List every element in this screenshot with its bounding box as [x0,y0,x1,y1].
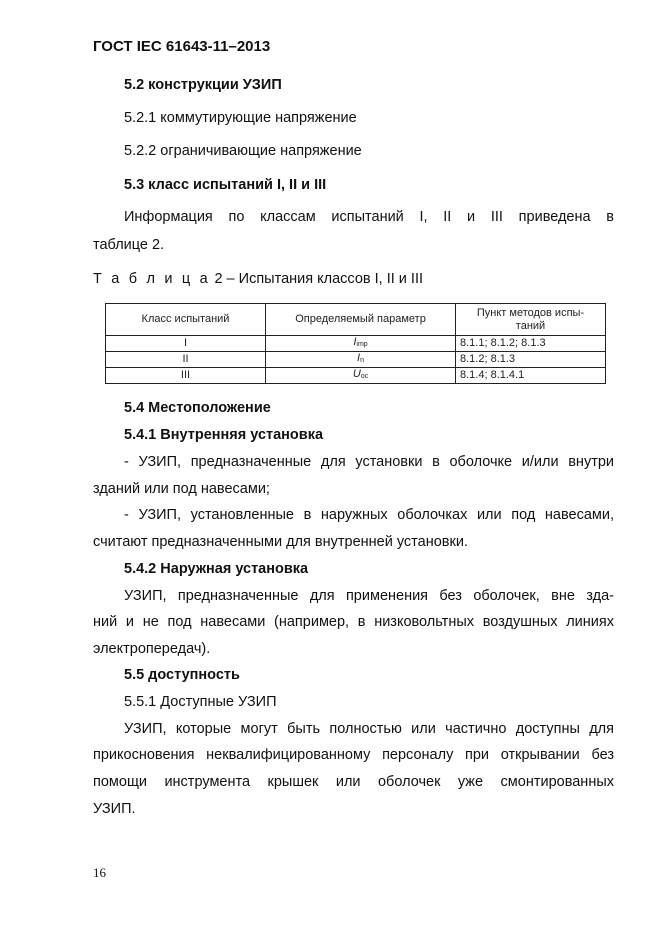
paragraph-line: УЗИП, предназначенные для применения без оболочек, вне зда- [124,588,614,604]
table-cell-clauses: 8.1.4; 8.1.4.1 [456,368,606,384]
paragraph-line: помощи инструмента крышек или оболочек уже смонтированных [93,774,614,790]
param-symbol: I [353,336,357,348]
paragraph-line: прикосновения неквалифицированному персоналу при открывании без [93,747,614,763]
section-5-5-title: 5.5 доступность [124,667,240,683]
table-header-cell [456,304,606,336]
param-subscript: n [360,357,364,364]
table-cell-class: III [106,368,266,384]
param-symbol: I [357,352,361,364]
param-subscript: oc [360,373,369,380]
paragraph-line: УЗИП. [93,801,136,817]
section-5-4-1-title: 5.4.1 Внутренняя установка [124,427,324,443]
table-row [106,352,606,368]
section-5-2-2: 5.2.2 ограничивающие напряжение [124,143,362,159]
paragraph-line: считают предназначенными для внутренней установки. [93,534,468,550]
test-classes-table [105,303,606,384]
table-header-text: таний [515,319,546,332]
section-5-4-2-title: 5.4.2 Наружная установка [124,561,309,577]
table-header-cell: Определяемый параметр [266,304,456,336]
paragraph-line: ний и не под навесами (например, в низковольтных воздушных линиях [93,614,614,630]
table-cell-param [266,352,456,368]
table-row [106,368,606,384]
table-header-cell: Класс испытаний [106,304,266,336]
paragraph-line: зданий или под навесами; [93,481,270,497]
param-symbol: U [352,368,361,380]
paragraph-line: - УЗИП, предназначенные для установки в оболочке и/или внутри [124,454,614,470]
table-cell-clauses: 8.1.1; 8.1.2; 8.1.3 [456,336,606,352]
table-header-row [106,304,606,336]
section-5-5-1: 5.5.1 Доступные УЗИП [124,694,277,710]
paragraph-line: - УЗИП, установленные в наружных оболочках или под навесами, [124,507,614,523]
table-cell-class: II [106,352,266,368]
table-cell-clauses: 8.1.2; 8.1.3 [456,352,606,368]
param-subscript: imp [356,341,368,348]
paragraph-line: электропередач). [93,641,211,657]
table-header-text: Пункт методов испы- [476,306,585,319]
section-5-3-title: 5.3 класс испытаний I, II и III [124,177,327,193]
table-cell-param [266,336,456,352]
table-caption [93,271,423,287]
section-5-2-title: 5.2 конструкции УЗИП [124,77,282,93]
section-5-4-title: 5.4 Местоположение [124,400,271,416]
page-number: 16 [93,865,106,880]
paragraph-line: таблице 2. [93,237,165,253]
paragraph-line: УЗИП, которые могут быть полностью или частично доступны для [124,721,614,737]
document-header: ГОСТ IEC 61643-11–2013 [93,38,271,55]
paragraph-line: Информация по классам испытаний I, II и III приведена в [124,209,614,225]
table-caption-prefix: Т а б л и ц а [93,271,211,287]
table-cell-class: I [106,336,266,352]
table-caption-title: 2 – Испытания классов I, II и III [214,271,424,287]
section-5-2-1: 5.2.1 коммутирующие напряжение [124,110,357,126]
table-cell-param [266,368,456,384]
table-row [106,336,606,352]
